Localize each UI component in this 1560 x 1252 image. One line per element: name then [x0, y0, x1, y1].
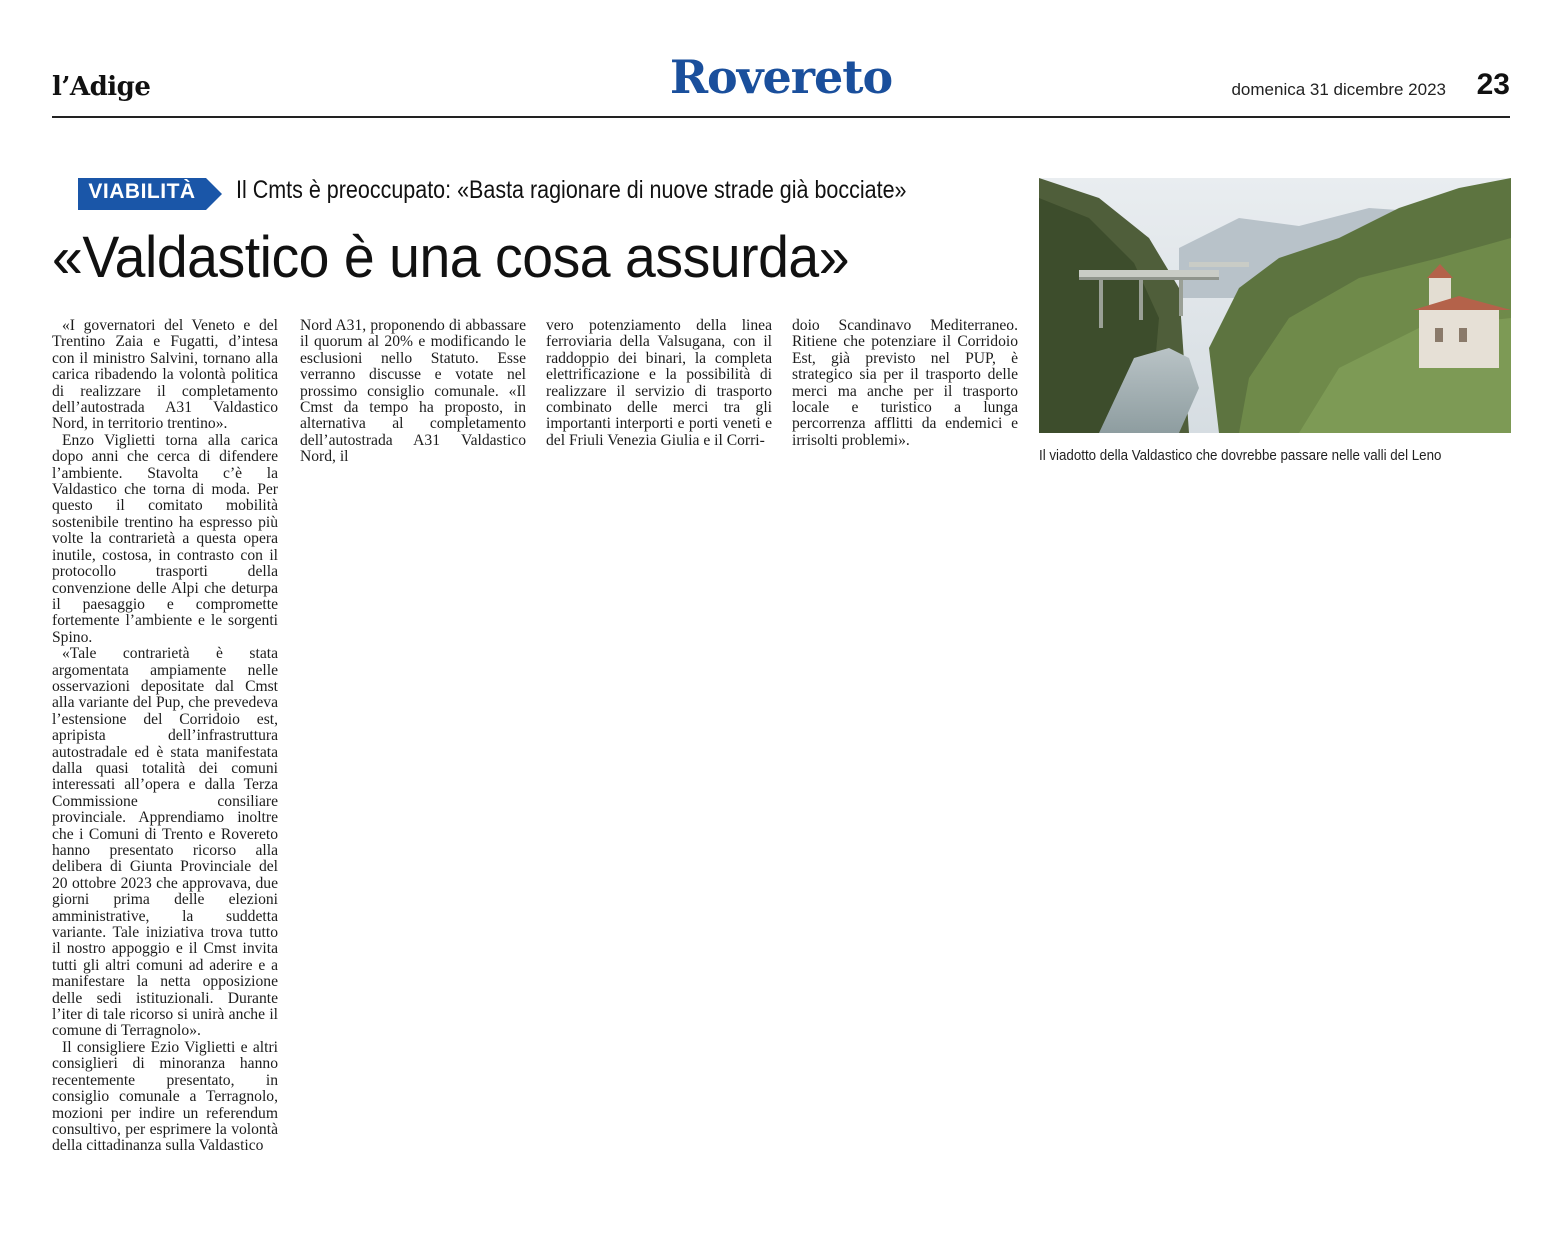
kicker: Il Cmts è preoccupato: «Basta ragionare di nuove strade già bocciate»	[236, 176, 907, 204]
section-title: Rovereto	[669, 50, 893, 104]
kicker-tag	[78, 178, 222, 210]
valley-viaduct-illustration	[1039, 178, 1511, 433]
article-column-2	[300, 318, 526, 466]
masthead	[52, 50, 1510, 116]
article-photo	[1039, 178, 1511, 433]
article-column-1	[52, 318, 278, 1155]
issue-date: domenica 31 dicembre 2023	[1231, 80, 1446, 99]
paragraph: Il consigliere Ezio Viglietti e altri consiglieri di minoranza hanno recentemente presentato, in consiglio comunale a Terragnolo, mozioni per indire un referendum consultivo, per esprimere la volontà della cittadinanza sulla Valdastico	[52, 1038, 278, 1155]
masthead-divider	[52, 116, 1510, 118]
article-column-4	[792, 318, 1018, 449]
kicker-tag-label: VIABILITÀ	[88, 180, 196, 203]
headline: «Valdastico è una cosa assurda»	[52, 225, 850, 290]
article-column-3	[546, 318, 772, 449]
newspaper-logo: l’Adige	[52, 72, 151, 102]
paragraph: Enzo Viglietti torna alla carica dopo anni che cerca di difendere l’ambiente. Stavolta c’è la Valdastico che torna di moda. Per questo il comitato mobilità sostenibile trentino ha espresso più volte la contrarietà a questa opera inutile, costosa, in contrasto con il protocollo trasporti della convenzione delle Alpi che deturpa il paesaggio e compromette fortemente l’ambiente e le sorgenti Spino.	[52, 431, 278, 646]
paragraph: vero potenziamento della linea ferroviaria della Valsugana, con il raddoppio dei binari, la completa elettrificazione e la possibilità di realizzare il servizio di trasporto combinato delle merci tra gli importanti interporti e porti veneti e del Friuli Venezia Giulia e il Corri-	[546, 317, 772, 449]
paragraph: Nord A31, proponendo di abbassare il quorum al 20% e modificando le esclusioni nello Statuto. Esse verranno discusse e votate nel prossimo consiglio comunale. «Il Cmst da tempo ha proposto, in alternativa al completamento dell’autostrada A31 Valdastico Nord, il	[300, 317, 526, 466]
paragraph: doio Scandinavo Mediterraneo. Ritiene che potenziare il Corridoio Est, già previsto nel PUP, è strategico sia per il trasporto delle merci ma anche per il trasporto locale e turistico a lunga percorrenza afflitti da endemici e irrisolti problemi».	[792, 317, 1018, 449]
photo-caption: Il viadotto della Valdastico che dovrebbe passare nelle valli del Leno	[1039, 448, 1442, 464]
paragraph: «I governatori del Veneto e del Trentino Zaia e Fugatti, d’intesa con il ministro Salvini, tornano alla carica ribadendo la volontà politica di realizzare il completamento dell’autostrada A31 Valdastico Nord, in territorio trentino».	[52, 317, 278, 433]
page-number: 23	[1476, 68, 1510, 101]
paragraph: «Tale contrarietà è stata argomentata ampiamente nelle osservazioni depositate dal Cmst alla variante del Pup, che prevedeva l’estensione del Corridoio est, apripista dell’infrastruttura autostradale ed è stata manifestata dalla quasi totalità dei comuni interessati all’opera e dalla Terza Commissione consiliare provinciale. Apprendiamo inoltre che i Comuni di Trento e Rovereto hanno presentato ricorso alla delibera di Giunta Provinciale del 20 ottobre 2023 che approvava, due giorni prima delle elezioni amministrative, la suddetta variante. Tale iniziativa trova tutto il nostro appoggio e il Cmst invita tutti gli altri comuni ad aderire e a manifestare la netta opposizione delle sedi istituzionali. Durante l’iter di tale ricorso si unirà anche il comune di Terragnolo».	[52, 645, 278, 1040]
